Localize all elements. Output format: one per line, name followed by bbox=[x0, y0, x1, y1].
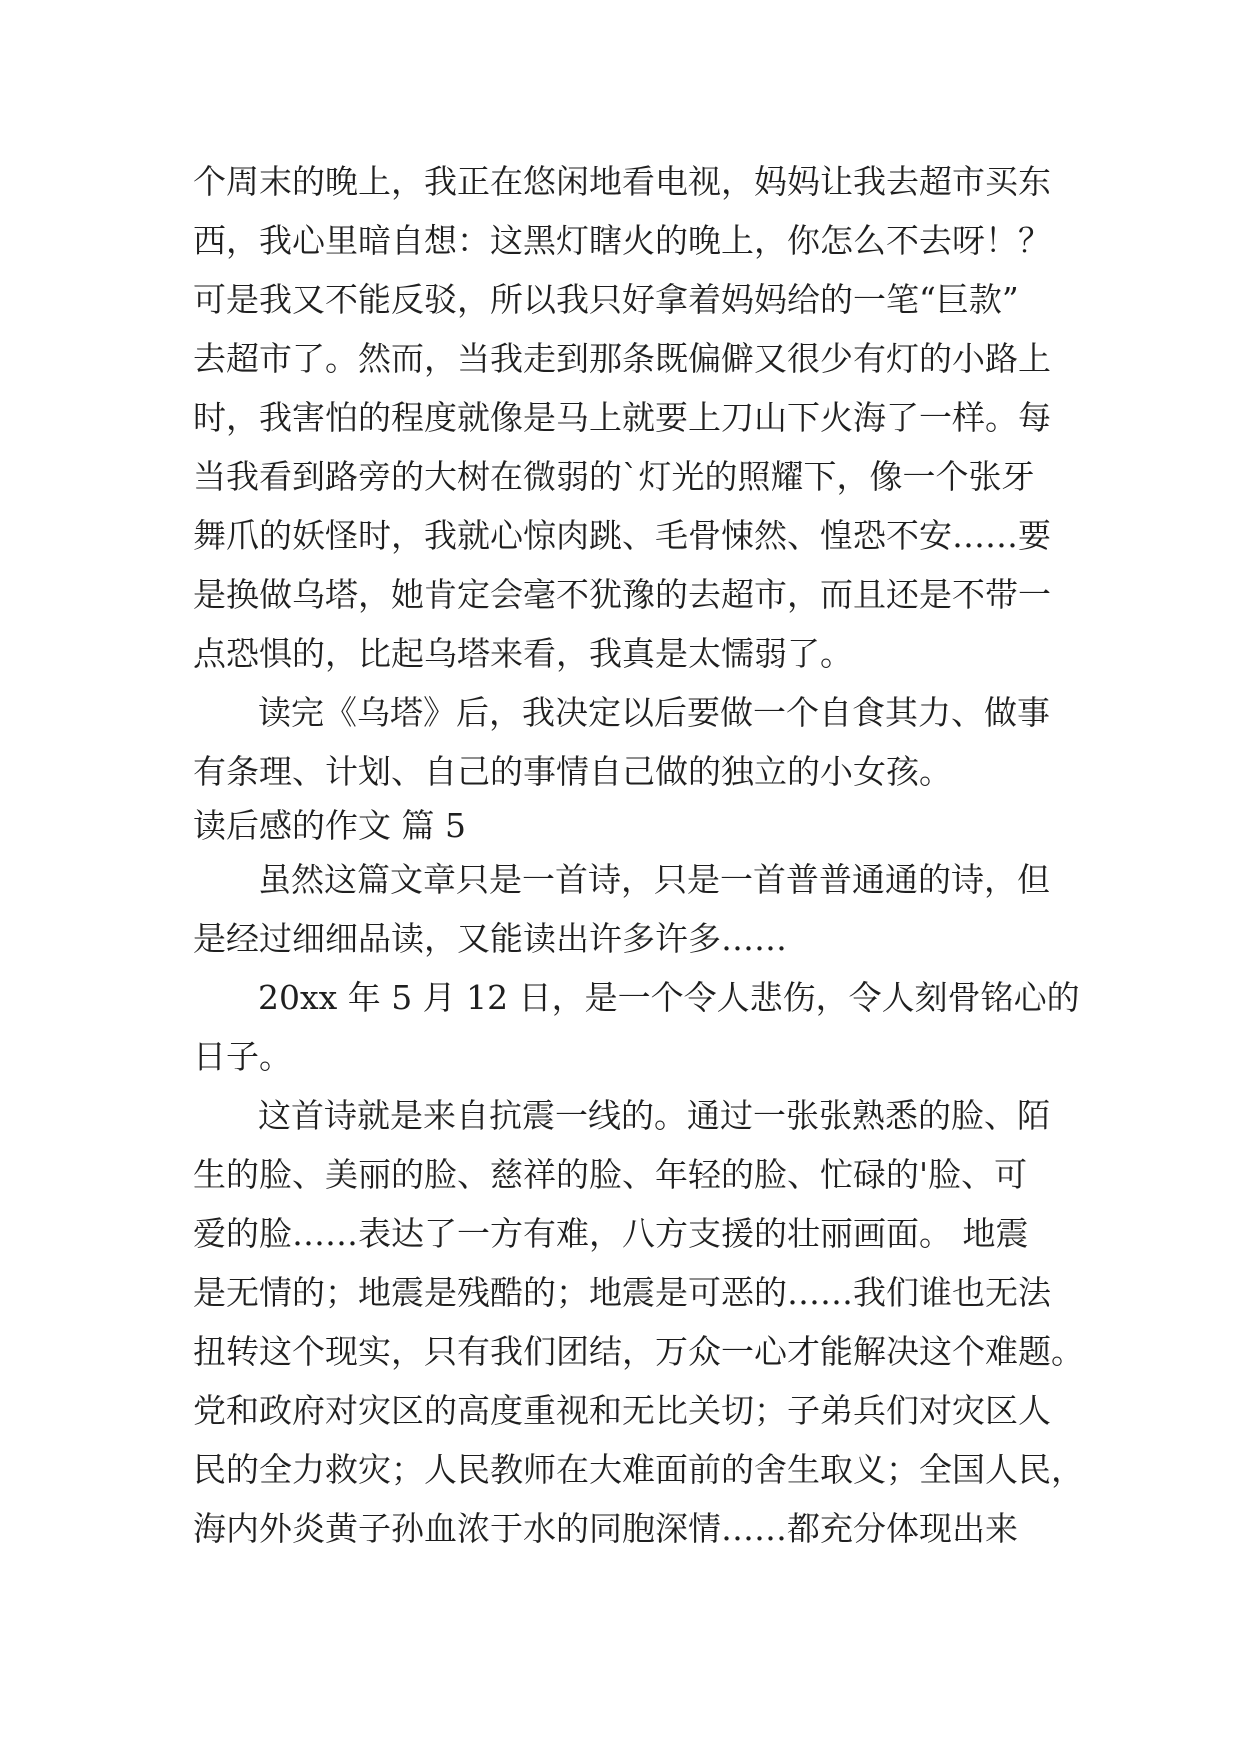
text-line: 舞爪的妖怪时，我就心惊肉跳、毛骨悚然、惶恐不安……要 bbox=[193, 516, 1051, 555]
text-line: 当我看到路旁的大树在微弱的`灯光的照耀下，像一个张牙 bbox=[193, 457, 1035, 496]
text-line: 去超市了。然而，当我走到那条既偏僻又很少有灯的小路上 bbox=[193, 339, 1051, 378]
paragraph-first-line: 这首诗就是来自抗震一线的。通过一张张熟悉的脸、陌 bbox=[258, 1096, 1050, 1135]
text-line: 海内外炎黄子孙血浓于水的同胞深情……都充分体现出来 bbox=[193, 1509, 1018, 1548]
text-line: 爱的脸……表达了一方有难，八方支援的壮丽画面。 地震 bbox=[193, 1214, 1029, 1253]
text-line: 日子。 bbox=[193, 1037, 292, 1076]
text-line: 点恐惧的，比起乌塔来看，我真是太懦弱了。 bbox=[193, 634, 853, 673]
text-line: 扭转这个现实，只有我们团结，万众一心才能解决这个难题。 bbox=[193, 1332, 1084, 1371]
text-line: 有条理、计划、自己的事情自己做的独立的小女孩。 bbox=[193, 752, 952, 791]
paragraph-first-line: 读完《乌塔》后，我决定以后要做一个自食其力、做事 bbox=[258, 693, 1050, 732]
text-line: 党和政府对灾区的高度重视和无比关切；子弟兵们对灾区人 bbox=[193, 1391, 1051, 1430]
text-line: 是经过细细品读，又能读出许多许多…… bbox=[193, 919, 787, 958]
text-line: 可是我又不能反驳，所以我只好拿着妈妈给的一笔“巨款” bbox=[193, 280, 1019, 319]
text-line: 民的全力救灾；人民教师在大难面前的舍生取义；全国人民， bbox=[193, 1450, 1084, 1489]
text-line: 个周末的晚上，我正在悠闲地看电视，妈妈让我去超市买东 bbox=[193, 162, 1051, 201]
text-line: 时，我害怕的程度就像是马上就要上刀山下火海了一样。每 bbox=[193, 398, 1051, 437]
paragraph-first-line: 虽然这篇文章只是一首诗，只是一首普普通通的诗，但 bbox=[258, 860, 1050, 899]
text-line: 西，我心里暗自想：这黑灯瞎火的晚上，你怎么不去呀！？ bbox=[193, 221, 1051, 260]
text-line: 生的脸、美丽的脸、慈祥的脸、年轻的脸、忙碌的'脸、可 bbox=[193, 1155, 1028, 1194]
paragraph-first-line: 20xx 年 5 月 12 日，是一个令人悲伤，令人刻骨铭心的 bbox=[258, 978, 1080, 1017]
section-heading: 读后感的作文 篇 5 bbox=[193, 806, 466, 845]
text-line: 是换做乌塔，她肯定会毫不犹豫的去超市，而且还是不带一 bbox=[193, 575, 1051, 614]
text-line: 是无情的；地震是残酷的；地震是可恶的……我们谁也无法 bbox=[193, 1273, 1051, 1312]
